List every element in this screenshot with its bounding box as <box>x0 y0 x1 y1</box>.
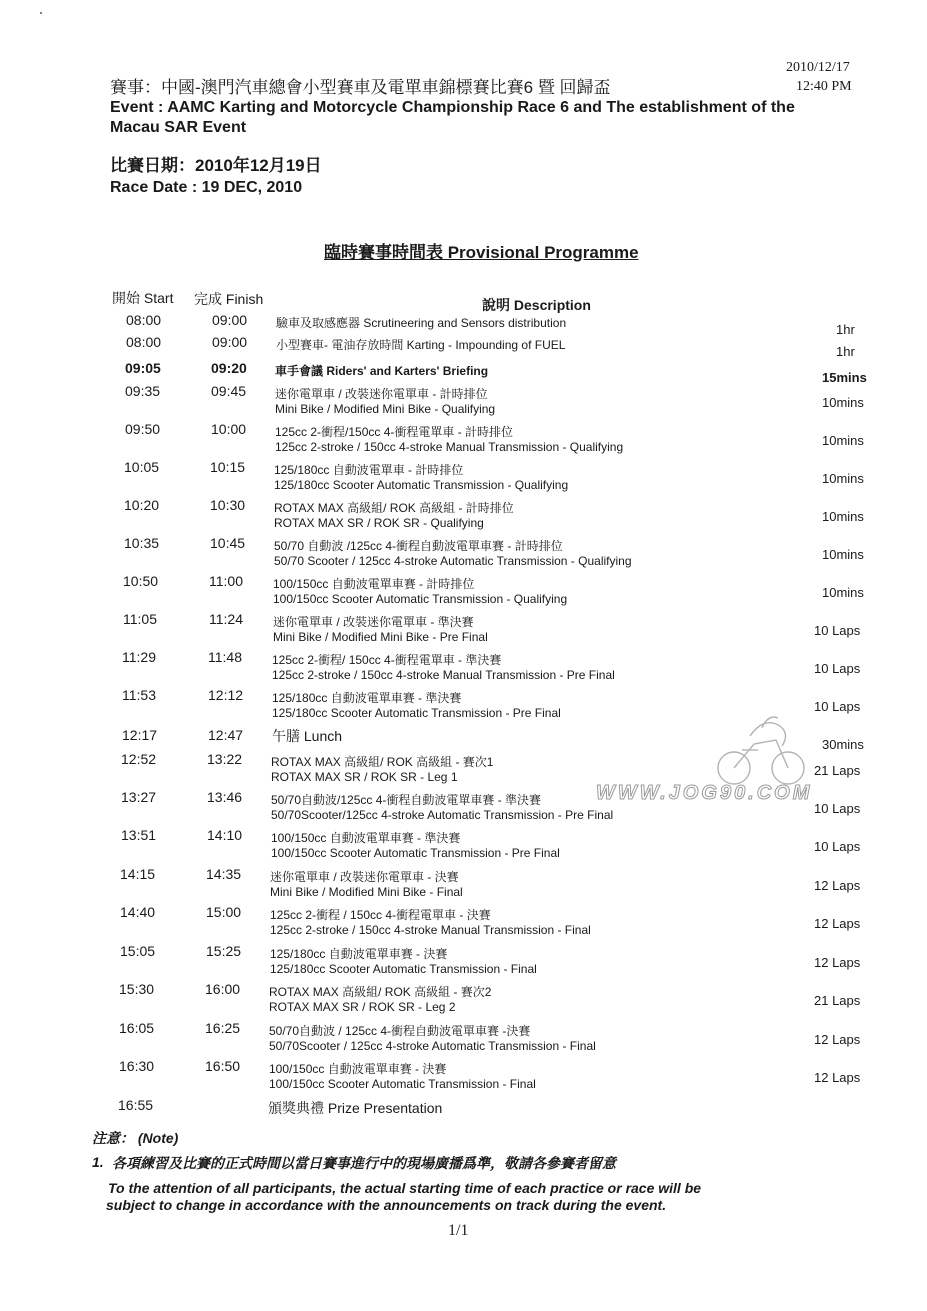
row-description-zh: 125cc 2-衝程 / 150cc 4-衝程電單車 - 決賽 <box>270 908 491 922</box>
row-finish-time: 16:25 <box>205 1020 241 1036</box>
row-finish-time: 11:24 <box>209 611 243 627</box>
row-finish-time: 16:50 <box>205 1058 241 1074</box>
event-header <box>110 78 870 138</box>
row-start-time: 08:00 <box>126 334 162 350</box>
row-start-time: 14:15 <box>120 866 156 882</box>
row-start-time: 11:29 <box>122 649 156 665</box>
note-en-line2: subject to change in accordance with the announcements on track during the event. <box>106 1197 667 1213</box>
row-duration: 10 Laps <box>814 623 861 638</box>
row-duration: 10 Laps <box>814 661 861 676</box>
note-zh: 各項練習及比賽的正式時間以當日賽事進行中的現場廣播爲準，敬請各參賽者留意 <box>112 1155 616 1171</box>
row-start-time: 09:05 <box>125 360 161 376</box>
row-start-time: 15:05 <box>120 943 156 959</box>
row-duration: 10mins <box>822 509 864 524</box>
row-duration: 12 Laps <box>814 955 861 970</box>
row-finish-time: 10:00 <box>211 421 247 437</box>
event-title-en-line1: Event : AAMC Karting and Motorcycle Championship Race 6 and The establishment of the <box>110 99 795 116</box>
row-description-en: Mini Bike / Modified Mini Bike - Qualifying <box>275 402 496 416</box>
race-date-zh: 比賽日期：2010年12月19日 <box>110 156 322 175</box>
row-description-en: 50/70Scooter / 125cc 4-stroke Automatic Transmission - Final <box>269 1039 596 1053</box>
row-finish-time: 10:15 <box>210 459 246 475</box>
column-description: 說明 Description <box>482 297 591 313</box>
row-description-zh: 125/180cc 自動波電單車賽 - 準決賽 <box>272 691 462 705</box>
row-description-en: 125/180cc Scooter Automatic Transmission - Pre Final <box>272 706 561 720</box>
row-description-zh: 迷你電單車 / 改裝迷你電單車 - 計時排位 <box>275 387 488 401</box>
event-title-zh: 賽事：中國-澳門汽車總會小型賽車及電單車錦標賽比賽6 暨 回歸盃 <box>110 78 611 97</box>
note-heading: 注意： (Note) <box>92 1130 179 1146</box>
note-en-line1: To the attention of all participants, the actual starting time of each practice or race will be <box>108 1180 702 1196</box>
row-description-zh: 100/150cc 自動波電單車賽 - 準決賽 <box>271 831 461 845</box>
row-start-time: 09:35 <box>125 383 161 399</box>
row-start-time: 10:50 <box>123 573 159 589</box>
column-start: 開始 Start <box>112 290 174 306</box>
row-description-en: ROTAX MAX SR / ROK SR - Leg 2 <box>269 1000 456 1014</box>
row-finish-time: 09:20 <box>211 360 247 376</box>
row-description-zh: 小型賽車- 電油存放時間 Karting - Impounding of FUEL <box>276 338 566 352</box>
row-start-time: 13:27 <box>121 789 157 805</box>
row-description-en: ROTAX MAX SR / ROK SR - Qualifying <box>274 516 484 530</box>
row-description-zh: 頒獎典禮 Prize Presentation <box>268 1100 443 1116</box>
row-finish-time: 13:22 <box>207 751 243 767</box>
row-description-zh: 125/180cc 自動波電單車 - 計時排位 <box>274 463 464 477</box>
row-duration: 10 Laps <box>814 801 861 816</box>
watermark-text: WWW.JOG90.COM <box>596 782 813 804</box>
row-description-en: 100/150cc Scooter Automatic Transmission - Pre Final <box>271 846 560 860</box>
row-finish-time: 15:00 <box>206 904 242 920</box>
row-duration: 10mins <box>822 433 864 448</box>
row-finish-time: 11:00 <box>209 573 243 589</box>
row-description-zh: 100/150cc 自動波電單車賽 - 計時排位 <box>273 577 475 591</box>
row-description-zh: 50/70 自動波 /125cc 4-衝程自動波電單車賽 - 計時排位 <box>274 539 563 553</box>
row-finish-time: 09:45 <box>211 383 247 399</box>
row-start-time: 12:17 <box>122 727 158 743</box>
row-description-zh: 50/70自動波 / 125cc 4-衝程自動波電單車賽 -決賽 <box>269 1024 531 1038</box>
row-start-time: 12:52 <box>121 751 157 767</box>
row-duration: 10mins <box>822 395 864 410</box>
row-duration: 10mins <box>822 471 864 486</box>
row-duration: 10mins <box>822 585 864 600</box>
row-description-zh: 100/150cc 自動波電單車賽 - 決賽 <box>269 1062 447 1076</box>
scan-dot <box>40 12 42 14</box>
row-duration: 12 Laps <box>814 1070 861 1085</box>
row-finish-time: 14:10 <box>207 827 243 843</box>
race-date-en: Race Date : 19 DEC, 2010 <box>110 179 303 196</box>
row-duration: 1hr <box>836 322 855 337</box>
row-description-en: 125/180cc Scooter Automatic Transmission - Qualifying <box>274 478 569 492</box>
row-description-zh: 50/70自動波/125cc 4-衝程自動波電單車賽 - 準決賽 <box>271 793 542 807</box>
watermark <box>596 706 856 816</box>
row-description-en: 125cc 2-stroke / 150cc 4-stroke Manual Transmission - Final <box>270 923 591 937</box>
row-description-zh: 迷你電單車 / 改裝迷你電單車 - 準決賽 <box>273 615 474 629</box>
row-start-time: 16:55 <box>118 1097 154 1113</box>
row-description-en: 100/150cc Scooter Automatic Transmission - Final <box>269 1077 536 1091</box>
row-description-zh: ROTAX MAX 高級組/ ROK 高級組 - 計時排位 <box>274 501 514 515</box>
page-number: 1/1 <box>448 1222 469 1239</box>
programme-title: 臨時賽事時間表 Provisional Programme <box>324 243 639 262</box>
row-finish-time: 11:48 <box>208 649 242 665</box>
row-description-zh: 125cc 2-衝程/150cc 4-衝程電單車 - 計時排位 <box>275 425 514 439</box>
row-description-en: 50/70 Scooter / 125cc 4-stroke Automatic Transmission - Qualifying <box>274 554 632 568</box>
row-start-time: 10:20 <box>124 497 160 513</box>
row-finish-time: 09:00 <box>212 334 248 350</box>
column-finish: 完成 Finish <box>194 291 264 307</box>
row-duration: 10 Laps <box>814 839 861 854</box>
row-start-time: 16:05 <box>119 1020 155 1036</box>
row-description-en: Mini Bike / Modified Mini Bike - Pre Final <box>273 630 488 644</box>
row-description-zh: 125/180cc 自動波電單車賽 - 決賽 <box>270 947 448 961</box>
row-duration: 12 Laps <box>814 1032 861 1047</box>
row-finish-time: 09:00 <box>212 312 248 328</box>
row-duration: 21 Laps <box>814 993 861 1008</box>
row-finish-time: 12:47 <box>208 727 244 743</box>
row-start-time: 15:30 <box>119 981 155 997</box>
row-description-en: 50/70Scooter/125cc 4-stroke Automatic Transmission - Pre Final <box>271 808 614 822</box>
row-description-zh: ROTAX MAX 高級組/ ROK 高級組 - 賽次2 <box>269 985 492 999</box>
row-duration: 1hr <box>836 344 855 359</box>
row-duration: 10 Laps <box>814 699 861 714</box>
row-description-zh: 125cc 2-衝程/ 150cc 4-衝程電單車 - 準決賽 <box>272 653 502 667</box>
row-description-zh: ROTAX MAX 高級組/ ROK 高級組 - 賽次1 <box>271 755 494 769</box>
row-finish-time: 10:30 <box>210 497 246 513</box>
row-duration: 12 Laps <box>814 916 861 931</box>
row-start-time: 09:50 <box>125 421 161 437</box>
row-description-en: 125cc 2-stroke / 150cc 4-stroke Manual Transmission - Pre Final <box>272 668 615 682</box>
note-number: 1. <box>92 1154 104 1170</box>
row-finish-time: 13:46 <box>207 789 243 805</box>
row-description-en: 100/150cc Scooter Automatic Transmission - Qualifying <box>273 592 568 606</box>
row-description-zh: 車手會議 Riders' and Karters' Briefing <box>275 364 489 378</box>
event-title-en-line2: Macau SAR Event <box>110 119 247 136</box>
row-finish-time: 10:45 <box>210 535 246 551</box>
row-description-en: ROTAX MAX SR / ROK SR - Leg 1 <box>271 770 458 784</box>
row-start-time: 10:35 <box>124 535 160 551</box>
row-description-en: 125/180cc Scooter Automatic Transmission - Final <box>270 962 537 976</box>
print-date: 2010/12/17 <box>786 60 850 75</box>
row-finish-time: 14:35 <box>206 866 242 882</box>
row-finish-time: 16:00 <box>205 981 241 997</box>
row-finish-time: 12:12 <box>208 687 244 703</box>
row-description-zh: 迷你電單車 / 改裝迷你電單車 - 決賽 <box>270 870 459 884</box>
row-duration: 21 Laps <box>814 763 861 778</box>
row-start-time: 11:05 <box>123 611 157 627</box>
row-duration: 10mins <box>822 547 864 562</box>
row-description-en: Mini Bike / Modified Mini Bike - Final <box>270 885 463 899</box>
row-finish-time: 15:25 <box>206 943 242 959</box>
row-duration: 15mins <box>822 370 867 385</box>
row-start-time: 16:30 <box>119 1058 155 1074</box>
row-start-time: 11:53 <box>122 687 156 703</box>
row-description-zh: 午膳 Lunch <box>272 728 343 744</box>
row-start-time: 08:00 <box>126 312 162 328</box>
print-time: 12:40 PM <box>796 79 852 94</box>
row-description-zh: 驗車及取感應器 Scrutineering and Sensors distribution <box>276 316 567 330</box>
row-start-time: 10:05 <box>124 459 160 475</box>
row-start-time: 14:40 <box>120 904 156 920</box>
row-start-time: 13:51 <box>121 827 157 843</box>
row-duration: 12 Laps <box>814 878 861 893</box>
row-description-en: 125cc 2-stroke / 150cc 4-stroke Manual Transmission - Qualifying <box>275 440 624 454</box>
race-date <box>110 156 322 198</box>
row-duration: 30mins <box>822 737 864 752</box>
